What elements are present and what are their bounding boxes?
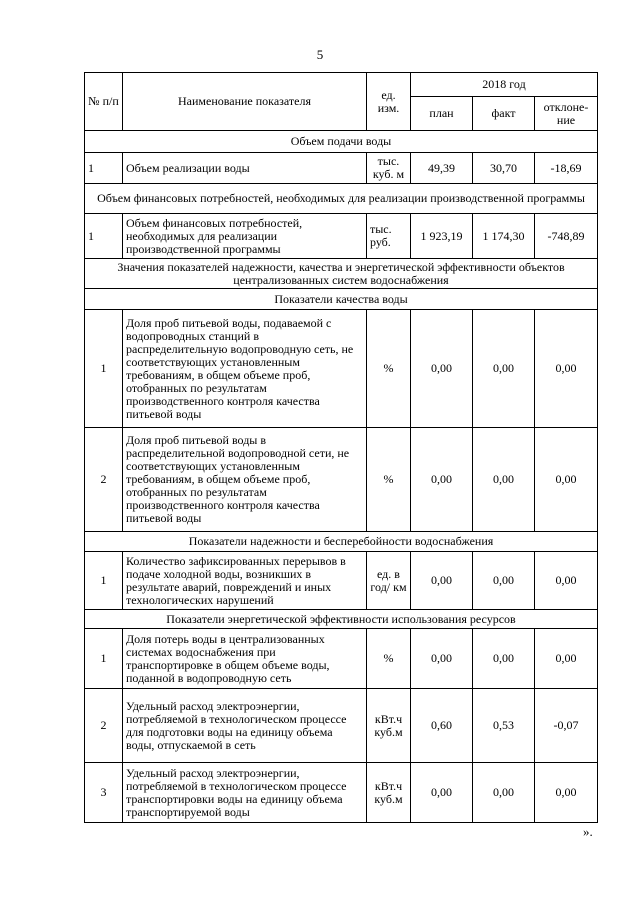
row-name: Доля потерь воды в централизованных системах водоснабжения при транспортировке в общем объеме воды, поданной в водопроводную сеть bbox=[123, 629, 367, 689]
row-plan: 0,00 bbox=[411, 763, 473, 823]
row-plan: 0,00 bbox=[411, 629, 473, 689]
row-unit: кВт.ч куб.м bbox=[367, 763, 411, 823]
table-row bbox=[85, 689, 598, 763]
section-row bbox=[85, 532, 598, 552]
row-fact: 0,00 bbox=[473, 763, 535, 823]
row-deviation: -0,07 bbox=[535, 689, 598, 763]
closing-quote-mark: ». bbox=[583, 824, 593, 839]
row-name: Удельный расход электроэнергии, потребляемой в технологическом процессе транспортировки воды на единицу объема транспортируемой воды bbox=[123, 763, 367, 823]
row-plan: 49,39 bbox=[411, 153, 473, 184]
row-deviation: -748,89 bbox=[535, 214, 598, 259]
row-name: Удельный расход электроэнергии, потребляемой в технологическом процессе для подготовки воды на единицу объема воды, отпускаемой в сеть bbox=[123, 689, 367, 763]
row-name: Доля проб питьевой воды в распределительной водопроводной сети, не соответствующих установленным требованиям, в общем объеме проб, отобранных по результатам производственного контроля качества питьевой воды bbox=[123, 428, 367, 532]
table-row bbox=[85, 310, 598, 428]
row-num: 1 bbox=[85, 629, 123, 689]
header-num: № п/п bbox=[85, 73, 123, 131]
section-supply-volume: Объем подачи воды bbox=[85, 131, 598, 153]
table-row bbox=[85, 763, 598, 823]
row-fact: 1 174,30 bbox=[473, 214, 535, 259]
table-row bbox=[85, 153, 598, 184]
row-num: 1 bbox=[85, 153, 123, 184]
table-row bbox=[85, 629, 598, 689]
header-fact: факт bbox=[473, 97, 535, 131]
section-reliability: Показатели надежности и бесперебойности водоснабжения bbox=[85, 532, 598, 552]
section-energy-efficiency: Показатели энергетической эффективности использования ресурсов bbox=[85, 610, 598, 629]
row-num: 1 bbox=[85, 310, 123, 428]
row-num: 1 bbox=[85, 214, 123, 259]
row-unit: % bbox=[367, 310, 411, 428]
row-num: 3 bbox=[85, 763, 123, 823]
row-deviation: 0,00 bbox=[535, 552, 598, 610]
section-reliability-quality: Значения показателей надежности, качества и энергетической эффективности объектов централизованных систем водоснабжения bbox=[85, 259, 598, 289]
row-name: Доля проб питьевой воды, подаваемой с водопроводных станций в распределительную водопроводную сеть, не соответствующих установленным требованиям, в общем объеме проб, отобранных по результатам производственного контроля качества питьевой воды bbox=[123, 310, 367, 428]
row-unit: кВт.ч куб.м bbox=[367, 689, 411, 763]
row-unit: ед. в год/ км bbox=[367, 552, 411, 610]
section-water-quality: Показатели качества воды bbox=[85, 289, 598, 310]
row-name: Объем финансовых потребностей, необходимых для реализации производственной программы bbox=[123, 214, 367, 259]
row-unit: % bbox=[367, 629, 411, 689]
table-row bbox=[85, 428, 598, 532]
row-deviation: 0,00 bbox=[535, 428, 598, 532]
header-unit: ед. изм. bbox=[367, 73, 411, 131]
section-row bbox=[85, 184, 598, 214]
row-unit: % bbox=[367, 428, 411, 532]
row-name: Количество зафиксированных перерывов в подаче холодной воды, возникших в результате аварий, повреждений и иных технологических нарушений bbox=[123, 552, 367, 610]
row-unit: тыс. руб. bbox=[367, 214, 411, 259]
header-row bbox=[85, 73, 598, 97]
row-deviation: 0,00 bbox=[535, 763, 598, 823]
row-fact: 0,00 bbox=[473, 310, 535, 428]
row-deviation: 0,00 bbox=[535, 310, 598, 428]
row-fact: 0,00 bbox=[473, 552, 535, 610]
section-row bbox=[85, 131, 598, 153]
row-plan: 0,60 bbox=[411, 689, 473, 763]
row-num: 2 bbox=[85, 689, 123, 763]
row-fact: 30,70 bbox=[473, 153, 535, 184]
section-row bbox=[85, 259, 598, 289]
row-name: Объем реализации воды bbox=[123, 153, 367, 184]
row-plan: 0,00 bbox=[411, 552, 473, 610]
table-row bbox=[85, 214, 598, 259]
row-num: 1 bbox=[85, 552, 123, 610]
row-unit: тыс. куб. м bbox=[367, 153, 411, 184]
indicators-table bbox=[84, 72, 598, 823]
header-name: Наименование показателя bbox=[123, 73, 367, 131]
row-deviation: 0,00 bbox=[535, 629, 598, 689]
section-row bbox=[85, 610, 598, 629]
table-row bbox=[85, 552, 598, 610]
row-plan: 1 923,19 bbox=[411, 214, 473, 259]
row-deviation: -18,69 bbox=[535, 153, 598, 184]
section-row bbox=[85, 289, 598, 310]
page-number: 5 bbox=[316, 47, 324, 62]
header-plan: план bbox=[411, 97, 473, 131]
row-num: 2 bbox=[85, 428, 123, 532]
section-financial-needs: Объем финансовых потребностей, необходимых для реализации производственной программы bbox=[85, 184, 598, 214]
row-plan: 0,00 bbox=[411, 428, 473, 532]
header-deviation: отклоне-ние bbox=[535, 97, 598, 131]
row-plan: 0,00 bbox=[411, 310, 473, 428]
row-fact: 0,53 bbox=[473, 689, 535, 763]
header-year: 2018 год bbox=[411, 73, 598, 97]
row-fact: 0,00 bbox=[473, 629, 535, 689]
row-fact: 0,00 bbox=[473, 428, 535, 532]
